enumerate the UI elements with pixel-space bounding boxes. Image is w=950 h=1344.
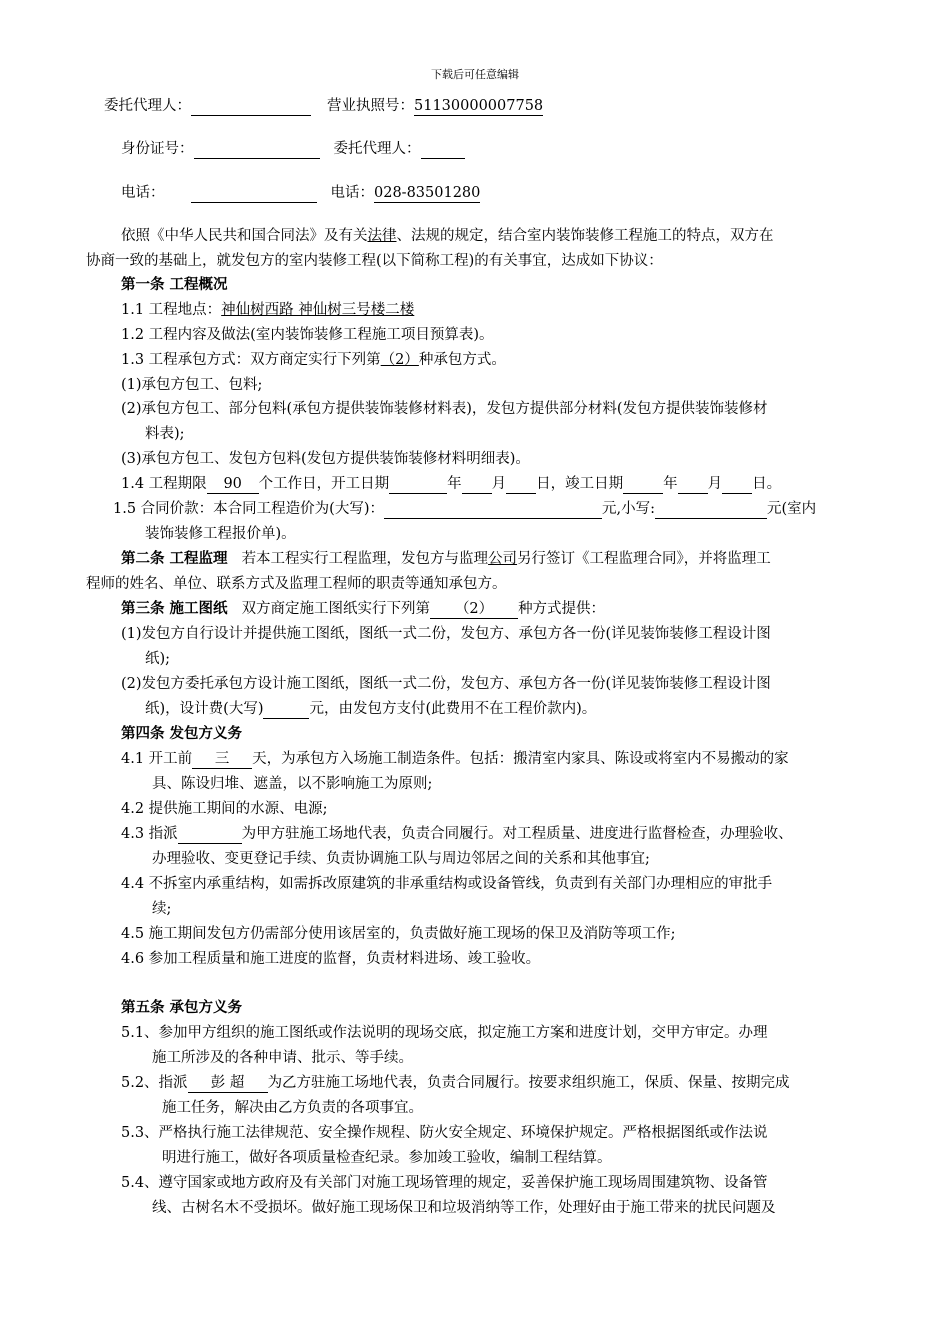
clause-4-5: 4.5 施工期间发包方仍需部分使用该居室的，负责做好施工现场的保卫及消防等项工作;	[121, 926, 676, 942]
clause-5-4: 5.4、遵守国家或地方政府及有关部门对施工现场管理的规定，妥善保护施工现场周围建筑物、设备管	[121, 1175, 768, 1191]
option-3: (3)承包方包工、发包方包料(发包方提供装饰装修材料明细表)。	[121, 451, 530, 467]
clause-text: 1.1 工程地点：	[121, 302, 222, 318]
option-1: (1)承包方包工、包料;	[121, 377, 263, 393]
section-text: 双方商定施工图纸实行下列第	[241, 601, 431, 617]
intro-text: 、法规的规定，结合室内装饰装修工程施工的特点，双方在	[396, 228, 774, 244]
s3-option-1-line2: 纸);	[145, 651, 171, 667]
section3-line1	[121, 599, 605, 619]
phone-number: 028-83501280	[374, 185, 481, 201]
id-blank	[194, 141, 320, 159]
clause-text: 4.1 开工前	[121, 751, 193, 767]
clause-text: 1.4 工程期限	[121, 476, 207, 492]
contract-mode-choice: （2）	[380, 352, 419, 368]
clause-4-2: 4.2 提供施工期间的水源、电源;	[121, 801, 328, 817]
s3-option-2-line1: (2)发包方委托承包方设计施工图纸，图纸一式二份，发包方、承包方各一份(详见装饰装修工程设计图	[121, 676, 771, 692]
phone2-label: 电话：	[330, 185, 374, 201]
end-year-blank	[623, 476, 663, 494]
prep-days: 三	[192, 751, 252, 769]
start-month-blank	[462, 476, 492, 494]
law-link[interactable]: 法律	[367, 228, 397, 244]
owner-rep-blank	[178, 826, 242, 844]
contractor-rep-name: 彭 超	[188, 1075, 268, 1093]
intro-text: 依照《中华人民共和国合同法》及有关	[121, 228, 368, 244]
clause-text: 1.5 合同价款：本合同工程造价为(大写)：	[113, 501, 384, 517]
section5-title: 第五条 承包方义务	[121, 999, 243, 1016]
license-number: 51130000007758	[414, 98, 544, 114]
section-text: 种方式提供：	[518, 601, 606, 617]
site-address: 神仙树西路 神仙树三号楼二楼	[221, 302, 415, 318]
clause-text: 月	[491, 476, 507, 492]
clause-4-3	[121, 824, 793, 844]
start-day-blank	[506, 476, 536, 494]
section-text: 若本工程实行工程监理，发包方与监理	[241, 551, 489, 567]
section1-title: 第一条 工程概况	[121, 276, 228, 293]
start-year-blank	[389, 476, 447, 494]
section3-title: 第三条 施工图纸	[121, 600, 228, 617]
option-2-line2: 料表);	[145, 426, 185, 442]
page-header: 下载后可任意编辑	[431, 68, 519, 81]
section2-line1	[121, 549, 771, 569]
intro-line1	[121, 226, 774, 246]
clause-5-2-line2: 施工任务，解决由乙方负责的各项事宜。	[162, 1100, 423, 1116]
clause-1-1	[121, 300, 414, 320]
clause-text: 为乙方驻施工场地代表，负责合同履行。按要求组织施工，保质、保量、按期完成	[267, 1075, 790, 1091]
phone-blank	[191, 185, 317, 203]
drawing-mode-choice: （2）	[430, 601, 518, 619]
clause-text: 元,小写:	[601, 501, 655, 517]
license-label: 营业执照号：	[327, 98, 414, 114]
end-day-blank	[722, 476, 752, 494]
clause-text: 纸)，设计费(大写)	[145, 701, 264, 717]
clause-5-3: 5.3、严格执行施工法律规范、安全操作规程、防火安全规定、环境保护规定。严格根据图纸或作法说	[121, 1125, 768, 1141]
clause-text: 年	[447, 476, 462, 492]
clause-text: 日。	[752, 476, 782, 492]
clause-4-6: 4.6 参加工程质量和施工进度的监督，负责材料进场、竣工验收。	[121, 951, 541, 967]
clause-text: 种承包方式。	[418, 352, 506, 368]
option-2-line1: (2)承包方包工、部分包料(承包方提供装饰装修材料表)，发包方提供部分材料(发包方提供装饰装修材	[121, 401, 768, 417]
clause-text: 1.3 工程承包方式：双方商定实行下列第	[121, 352, 381, 368]
clause-4-4: 4.4 不拆室内承重结构，如需拆改原建筑的非承重结构或设备管线，负责到有关部门办理相应的审批手	[121, 876, 773, 892]
id-label: 身份证号：	[121, 141, 194, 157]
price-figures-blank	[655, 501, 767, 519]
section2-title: 第二条 工程监理	[121, 550, 228, 567]
clause-5-1: 5.1、参加甲方组织的施工图纸或作法说明的现场交底，拟定施工方案和进度计划，交甲方审定。办理	[121, 1025, 768, 1041]
clause-text: 日，竣工日期	[536, 476, 624, 492]
phone-label: 电话：	[121, 185, 165, 201]
section2-line2: 程师的姓名、单位、联系方式及监理工程师的职责等通知承包方。	[86, 576, 507, 592]
design-fee-blank	[263, 701, 309, 719]
agent2-label: 委托代理人：	[333, 141, 421, 157]
clause-text: 为甲方驻施工场地代表，负责合同履行。对工程质量、进度进行监督检查，办理验收、	[241, 826, 793, 842]
agent-label: 委托代理人：	[104, 98, 191, 114]
clause-text: 元，由发包方支付(此费用不在工程价款内)。	[309, 701, 597, 717]
section4-title: 第四条 发包方义务	[121, 725, 243, 742]
clause-1-3	[121, 350, 506, 370]
intro-line2: 协商一致的基础上，就发包方的室内装修工程(以下简称工程)的有关事宜，达成如下协议：	[86, 253, 663, 269]
end-month-blank	[678, 476, 708, 494]
clause-text: 天，为承包方入场施工制造条件。包括：搬清室内家具、陈设或将室内不易搬动的家	[252, 751, 789, 767]
clause-1-5-line2: 装饰装修工程报价单)。	[145, 526, 296, 542]
clause-1-2: 1.2 工程内容及做法(室内装饰装修工程施工项目预算表)。	[121, 327, 494, 343]
s3-option-1-line1: (1)发包方自行设计并提供施工图纸，图纸一式二份，发包方、承包方各一份(详见装饰装修工程设计图	[121, 626, 771, 642]
clause-4-1	[121, 749, 789, 769]
clause-1-4	[121, 474, 781, 494]
clause-text: 5.2、指派	[121, 1075, 188, 1091]
s3-option-2-line2	[145, 699, 596, 719]
clause-4-1-line2: 具、陈设归堆、遮盖，以不影响施工为原则;	[152, 776, 433, 792]
clause-5-4-line2: 线、古树名木不受损坏。做好施工现场保卫和垃圾消纳等工作，处理好由于施工带来的扰民问题及	[152, 1200, 776, 1216]
clause-text: 年	[663, 476, 678, 492]
work-days: 90	[207, 476, 259, 494]
agent-row	[104, 96, 543, 116]
agent2-blank	[421, 141, 465, 159]
section-text: 另行签订《工程监理合同》，并将监理工	[517, 551, 771, 567]
clause-5-1-line2: 施工所涉及的各种申请、批示、等手续。	[152, 1050, 413, 1066]
phone-row	[121, 183, 480, 203]
company-link[interactable]: 公司	[488, 551, 518, 567]
clause-5-3-line2: 明进行施工，做好各项质量检查纪录。参加竣工验收，编制工程结算。	[162, 1150, 612, 1166]
clause-text: 个工作日，开工日期	[258, 476, 390, 492]
clause-4-3-line2: 办理验收、变更登记手续、负责协调施工队与周边邻居之间的关系和其他事宜;	[152, 851, 650, 867]
clause-text: 4.3 指派	[121, 826, 178, 842]
clause-text: 月	[707, 476, 723, 492]
clause-1-5	[113, 499, 816, 519]
price-words-blank	[384, 501, 602, 519]
id-row	[121, 139, 465, 159]
agent-blank	[191, 98, 311, 116]
clause-5-2	[121, 1073, 790, 1093]
clause-4-4-line2: 续;	[152, 901, 172, 917]
clause-text: 元(室内	[766, 501, 817, 517]
